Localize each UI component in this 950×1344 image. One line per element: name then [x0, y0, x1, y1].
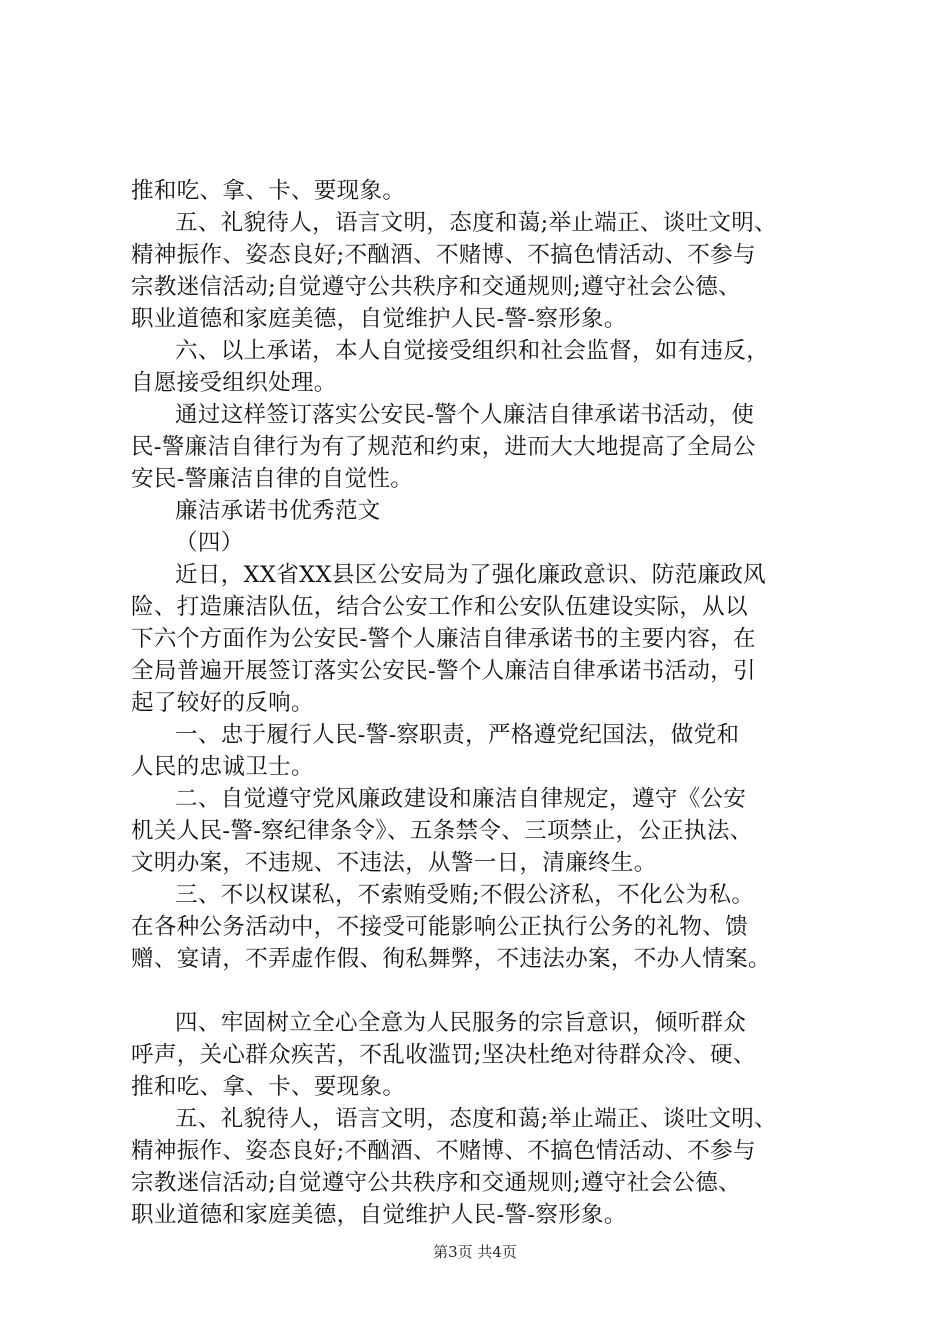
text-line: 通过这样签订落实公安民-警个人廉洁自律承诺书活动，使	[175, 402, 755, 428]
text-line: 起了较好的反响。	[131, 690, 314, 716]
text-line: 推和吃、拿、卡、要现象。	[131, 178, 406, 204]
text-line: 近日，XX省XX县区公安局为了强化廉政意识、防范廉政风	[175, 562, 767, 588]
text-line: 五、礼貌待人，语言文明，态度和蔼;举止端正、谈吐文明、	[175, 210, 778, 236]
page-number-footer: 第3页 共4页	[433, 1243, 517, 1261]
section-number: （四）	[175, 530, 244, 556]
section-heading: 廉洁承诺书优秀范文	[175, 498, 381, 524]
text-line: 呼声，关心群众疾苦，不乱收滥罚;坚决杜绝对待群众冷、硬、	[131, 1042, 756, 1068]
text-line: 下六个方面作为公安民-警个人廉洁自律承诺书的主要内容，在	[131, 626, 756, 652]
text-line: 推和吃、拿、卡、要现象。	[131, 1074, 406, 1100]
text-line: 在各种公务活动中，不接受可能影响公正执行公务的礼物、馈	[131, 914, 748, 940]
text-line: 职业道德和家庭美德，自觉维护人民-警-察形象。	[131, 306, 627, 332]
text-line: 四、牢固树立全心全意为人民服务的宗旨意识，倾听群众	[175, 1010, 747, 1036]
text-line: 精神振作、姿态良好;不酗酒、不赌博、不搞色情活动、不参与	[131, 242, 756, 268]
text-line: 一、忠于履行人民-警-察职责，严格遵党纪国法，做党和	[175, 722, 740, 748]
text-line: 自愿接受组织处理。	[131, 370, 337, 396]
text-line: 五、礼貌待人，语言文明，态度和蔼;举止端正、谈吐文明、	[175, 1106, 778, 1132]
text-line: 文明办案，不违规、不违法，从警一日，清廉终生。	[131, 850, 657, 876]
text-line: 民-警廉洁自律行为有了规范和约束，进而大大地提高了全局公	[131, 434, 756, 460]
text-line: 宗教迷信活动;自觉遵守公共秩序和交通规则;遵守社会公德、	[131, 1170, 741, 1196]
text-line: 宗教迷信活动;自觉遵守公共秩序和交通规则;遵守社会公德、	[131, 274, 741, 300]
text-line: 精神振作、姿态良好;不酗酒、不赌博、不搞色情活动、不参与	[131, 1138, 756, 1164]
text-line: 全局普遍开展签订落实公安民-警个人廉洁自律承诺书活动，引	[131, 658, 756, 684]
text-line: 机关人民-警-察纪律条令》、五条禁令、三项禁止，公正执法、	[131, 818, 753, 844]
text-line: 三、不以权谋私，不索贿受贿;不假公济私，不化公为私。	[175, 882, 755, 908]
text-line: 二、自觉遵守党风廉政建设和廉洁自律规定，遵守《公安	[175, 786, 747, 812]
text-line: 赠、宴请，不弄虚作假、徇私舞弊，不违法办案，不办人情案。	[131, 946, 771, 972]
text-line: 职业道德和家庭美德，自觉维护人民-警-察形象。	[131, 1202, 627, 1228]
text-line: 险、打造廉洁队伍，结合公安工作和公安队伍建设实际，从以	[131, 594, 748, 620]
text-line: 安民-警廉洁自律的自觉性。	[131, 466, 414, 492]
text-line: 六、以上承诺，本人自觉接受组织和社会监督，如有违反，	[175, 338, 770, 364]
text-line: 人民的忠诚卫士。	[131, 754, 314, 780]
